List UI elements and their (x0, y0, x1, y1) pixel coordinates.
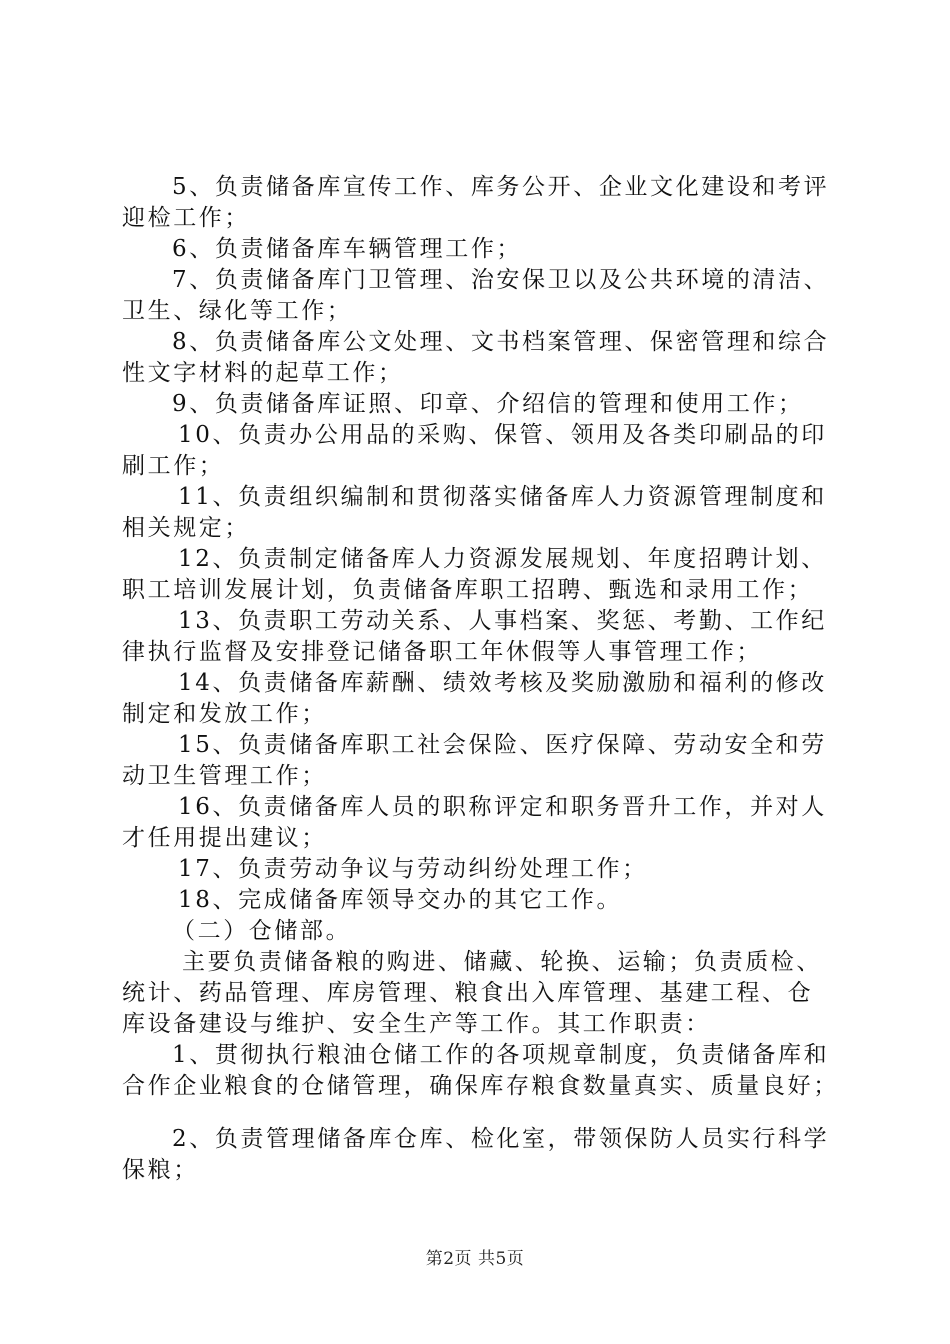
paragraph-line: 5、负责储备库宣传工作、库务公开、企业文化建设和考评 (172, 174, 830, 200)
paragraph-line: 18、完成储备库领导交办的其它工作。 (178, 887, 623, 913)
paragraph-spacer (122, 1102, 834, 1124)
paragraph-line: 9、负责储备库证照、印章、介绍信的管理和使用工作； (172, 391, 804, 417)
paragraph-line: 8、负责储备库公文处理、文书档案管理、保密管理和综合 (172, 329, 830, 355)
paragraph-line: 才任用提出建议； (122, 825, 327, 851)
paragraph-line: 保粮； (122, 1157, 199, 1183)
paragraph-line: 1、贯彻执行粮油仓储工作的各项规章制度，负责储备库和 (172, 1042, 830, 1068)
paragraph-line: 16、负责储备库人员的职称评定和职务晋升工作，并对人 (178, 794, 827, 820)
paragraph-line: 13、负责职工劳动关系、人事档案、奖惩、考勤、工作纪 (178, 608, 827, 634)
paragraph-line: 迎检工作； (122, 205, 250, 231)
paragraph-line: 12、负责制定储备库人力资源发展规划、年度招聘计划、 (178, 546, 827, 572)
page-number-footer: 第2页 共5页 (425, 1249, 525, 1269)
paragraph-line: 6、负责储备库车辆管理工作； (172, 236, 523, 262)
paragraph-line: 合作企业粮食的仓储管理，确保库存粮食数量真实、质量良好； (122, 1073, 839, 1099)
paragraph-line: 职工培训发展计划，负责储备库职工招聘、甄选和录用工作； (122, 577, 814, 603)
paragraph-line: 11、负责组织编制和贯彻落实储备库人力资源管理制度和 (178, 484, 827, 510)
section-heading: （二）仓储部。 (172, 918, 352, 944)
paragraph-line: 统计、药品管理、库房管理、粮食出入库管理、基建工程、仓 (122, 980, 814, 1006)
paragraph-line: 15、负责储备库职工社会保险、医疗保障、劳动安全和劳 (178, 732, 827, 758)
paragraph-line: 刷工作； (122, 453, 225, 479)
paragraph-line: 相关规定； (122, 515, 250, 541)
document-body (122, 172, 839, 1186)
paragraph-line: 10、负责办公用品的采购、保管、领用及各类印刷品的印 (178, 422, 827, 448)
paragraph-line: 性文字材料的起草工作； (122, 360, 404, 386)
paragraph-line: 7、负责储备库门卫管理、治安保卫以及公共环境的清洁、 (172, 267, 830, 293)
paragraph-line: 律执行监督及安排登记储备职工年休假等人事管理工作； (122, 639, 762, 665)
paragraph-line: 14、负责储备库薪酬、绩效考核及奖励激励和福利的修改 (178, 670, 827, 696)
paragraph-line: 17、负责劳动争议与劳动纠纷处理工作； (178, 856, 648, 882)
paragraph-line: 动卫生管理工作； (122, 763, 327, 789)
paragraph-line: 主要负责储备粮的购进、储藏、轮换、运输；负责质检、 (182, 949, 822, 975)
paragraph-line: 制定和发放工作； (122, 701, 327, 727)
paragraph-line: 库设备建设与维护、安全生产等工作。其工作职责： (122, 1011, 711, 1037)
paragraph-line: 卫生、绿化等工作； (122, 298, 353, 324)
paragraph-line: 2、负责管理储备库仓库、检化室，带领保防人员实行科学 (172, 1126, 830, 1152)
